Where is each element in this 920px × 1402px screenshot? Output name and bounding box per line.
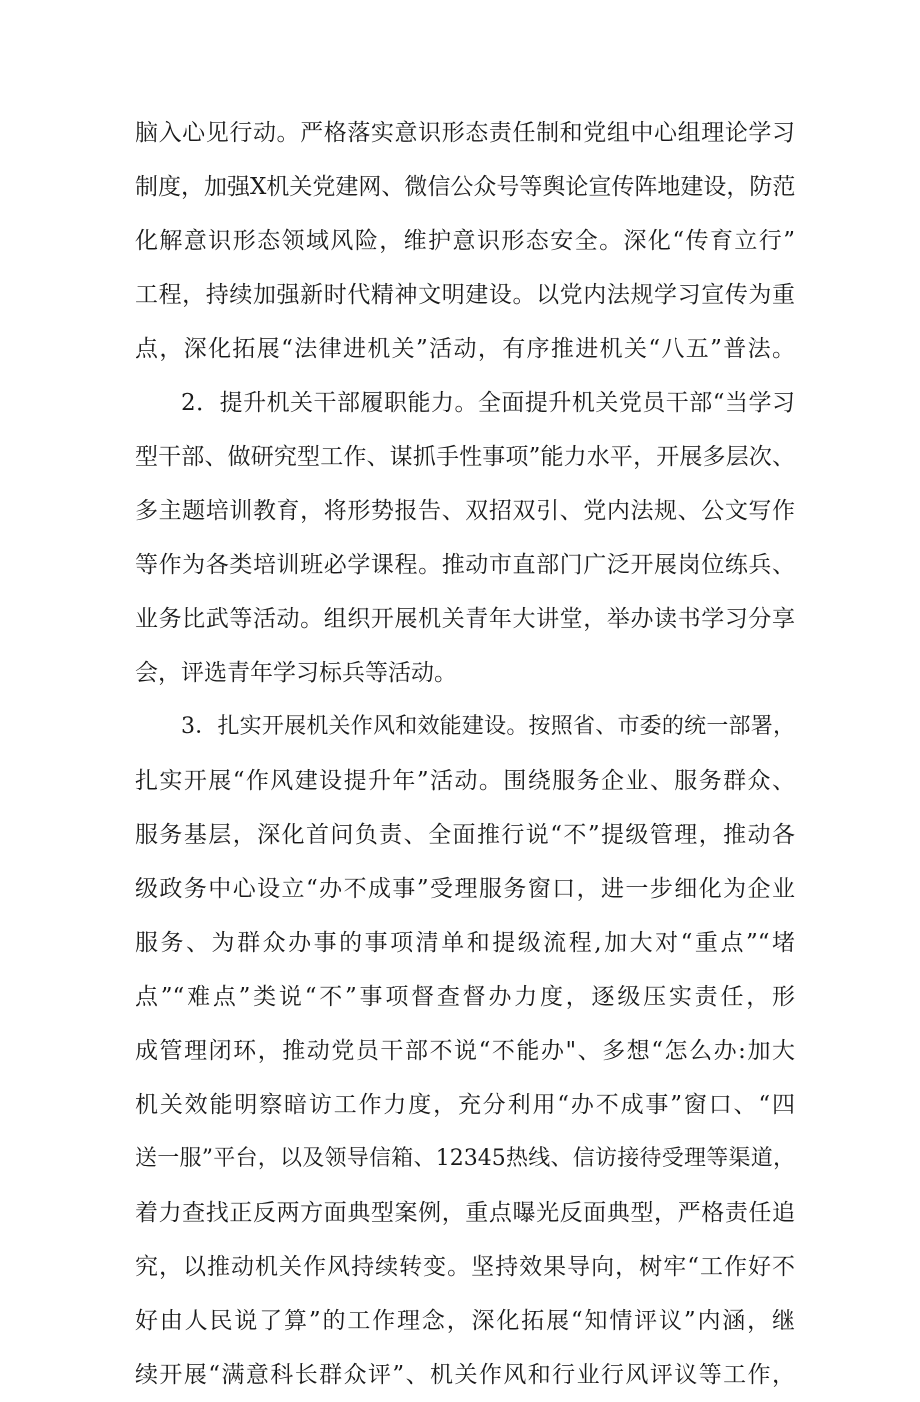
paragraph-line: 化解意识形态领域风险，维护意识形态安全。深化“传育立行”	[135, 228, 795, 254]
paragraph-line: 送一服”平台，以及领导信箱、12345热线、信访接待受理等渠道，	[135, 1146, 795, 1171]
paragraph-line: 成管理闭环，推动党员干部不说“不能办"、多想“怎么办:加大	[135, 1038, 795, 1064]
paragraph-line: 续开展“满意科长群众评”、机关作风和行业行风评议等工作，	[135, 1362, 795, 1388]
paragraph-line: 机关效能明察暗访工作力度，充分利用“办不成事”窗口、“四	[135, 1092, 795, 1118]
paragraph-line: 扎实开展“作风建设提升年”活动。围绕服务企业、服务群众、	[135, 768, 795, 794]
paragraph-line: 业务比武等活动。组织开展机关青年大讲堂，举办读书学习分享	[135, 606, 795, 632]
paragraph-line: 等作为各类培训班必学课程。推动市直部门广泛开展岗位练兵、	[135, 552, 795, 578]
paragraph-line: 点，深化拓展“法律进机关”活动，有序推进机关“八五”普法。	[135, 336, 795, 362]
paragraph-line: 好由人民说了算”的工作理念，深化拓展“知情评议”内涵，继	[135, 1308, 795, 1334]
paragraph-line: 制度，加强X机关党建网、微信公众号等舆论宣传阵地建设，防范	[135, 174, 795, 200]
document-body	[135, 106, 795, 1402]
paragraph-line: 脑入心见行动。严格落实意识形态责任制和党组中心组理论学习	[135, 120, 795, 146]
paragraph-line: 服务、为群众办事的事项清单和提级流程,加大对“重点”“堵	[135, 930, 795, 956]
paragraph-line: 会，评选青年学习标兵等活动。	[135, 660, 457, 686]
paragraph-heading-line: 3．扎实开展机关作风和效能建设。按照省、市委的统一部署，	[181, 714, 795, 739]
paragraph-line: 服务基层，深化首问负责、全面推行说“不”提级管理，推动各	[135, 822, 795, 848]
paragraph-line: 着力查找正反两方面典型案例，重点曝光反面典型，严格责任追	[135, 1200, 795, 1226]
paragraph-heading-line: 2．提升机关干部履职能力。全面提升机关党员干部“当学习	[181, 390, 795, 416]
paragraph-line: 级政务中心设立“办不成事”受理服务窗口，进一步细化为企业	[135, 876, 795, 902]
paragraph-line: 点”“难点”类说“不”事项督查督办力度，逐级压实责任，形	[135, 984, 795, 1010]
paragraph-line: 究，以推动机关作风持续转变。坚持效果导向，树牢“工作好不	[135, 1254, 795, 1280]
paragraph-line: 多主题培训教育，将形势报告、双招双引、党内法规、公文写作	[135, 498, 795, 524]
paragraph-line: 工程，持续加强新时代精神文明建设。以党内法规学习宣传为重	[135, 282, 795, 308]
paragraph-line: 型干部、做研究型工作、谋抓手性事项”能力水平，开展多层次、	[135, 444, 795, 470]
